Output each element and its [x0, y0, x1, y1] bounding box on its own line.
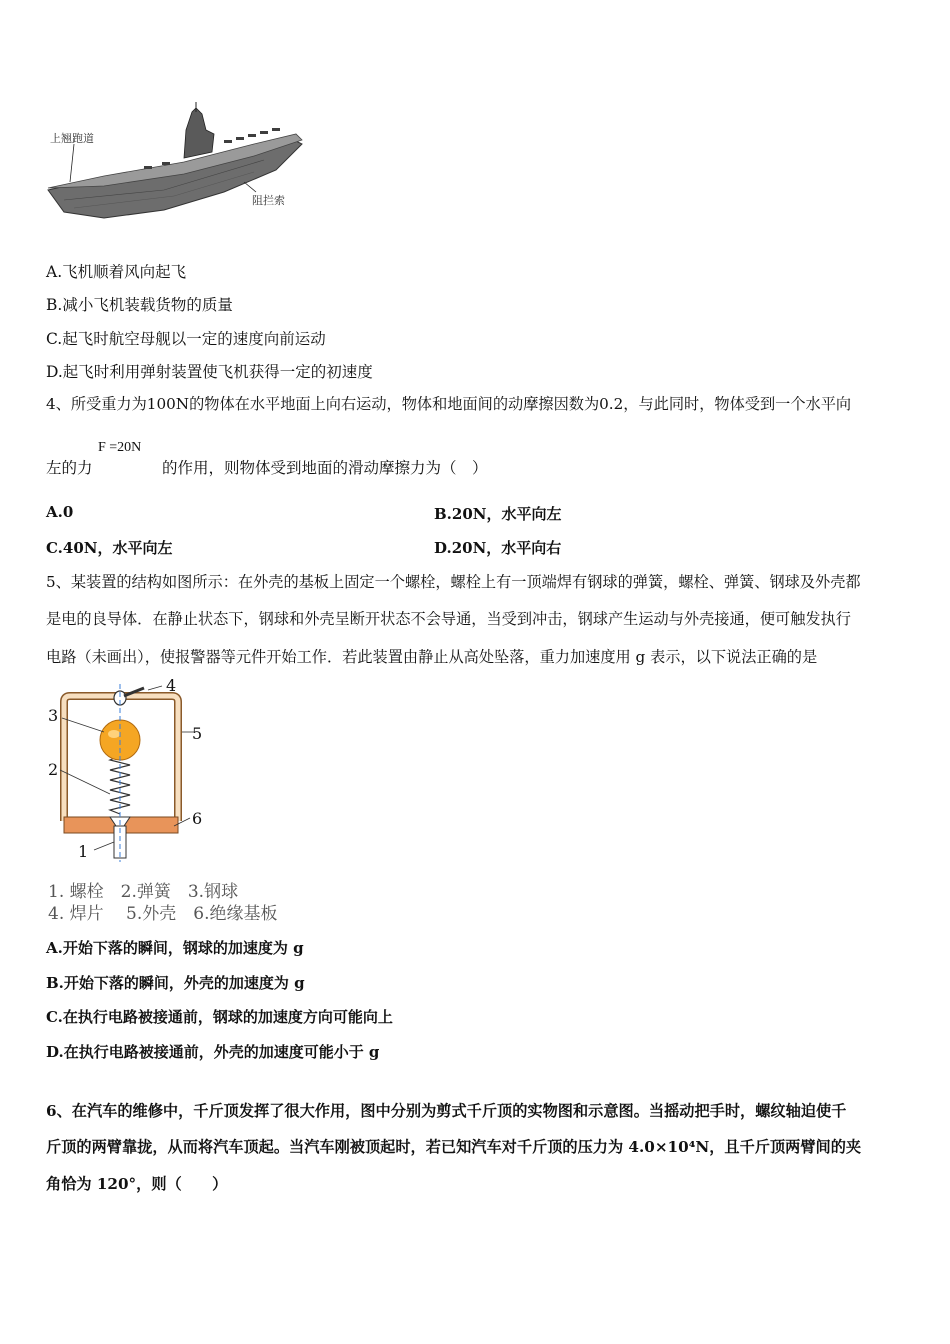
q4-stem-suffix: 的作用，则物体受到地面的滑动摩擦力为（ ）: [162, 459, 488, 477]
q3-option-b: B.减小飞机装载货物的质量: [46, 296, 233, 314]
q5-option-c: C.在执行电路被接通前，钢球的加速度方向可能向上: [46, 1008, 393, 1026]
runway-label: 上翘跑道: [50, 132, 94, 145]
label-num-3: 3: [48, 706, 59, 725]
q4-option-c: C.40N，水平向左: [46, 539, 173, 557]
carrier-illustration: [44, 100, 314, 230]
q5-option-d: D.在执行电路被接通前，外壳的加速度可能小于 g: [46, 1043, 380, 1061]
q5-stem-line2: 是电的良导体．在静止状态下，钢球和外壳呈断开状态不会导通，当受到冲击，钢球产生运动与外壳接通，便可触发执行: [46, 610, 851, 628]
q6-stem-line3: 角恰为 120°，则（ ）: [46, 1175, 228, 1193]
q4-option-b: B.20N，水平向左: [434, 505, 562, 523]
alarm-device-diagram: [44, 676, 294, 866]
q4-option-d: D.20N，水平向右: [434, 539, 562, 557]
q6-stem-line2: 斤顶的两臂靠拢，从而将汽车顶起。当汽车刚被顶起时，若已知汽车对千斤顶的压力为 4.0×10⁴N，且千斤顶两臂间的夹: [46, 1138, 862, 1156]
q5-option-b: B.开始下落的瞬间，外壳的加速度为 g: [46, 974, 305, 992]
q3-option-c: C.起飞时航空母舰以一定的速度向前运动: [46, 330, 326, 348]
q4-stem-line1: 4、所受重力为100N的物体在水平地面上向右运动，物体和地面间的动摩擦因数为0.2，与此同时，物体受到一个水平向: [46, 395, 852, 413]
q4-stem-prefix: 左的力: [46, 459, 93, 477]
q4-option-a: A.0: [46, 503, 74, 521]
alarm-device-svg: [44, 676, 294, 866]
q5-stem-line3: 电路（未画出），使报警器等元件开始工作．若此装置由静止从高处坠落，重力加速度用 g 表示，以下说法正确的是: [46, 648, 818, 666]
label-num-4: 4: [166, 676, 177, 695]
q5-option-a: A.开始下落的瞬间，钢球的加速度为 g: [46, 939, 304, 957]
q3-option-d: D.起飞时利用弹射装置使飞机获得一定的初速度: [46, 363, 373, 381]
carrier-figure: [44, 100, 314, 230]
q5-stem-line1: 5、某装置的结构如图所示：在外壳的基板上固定一个螺栓，螺栓上有一顶端焊有钢球的弹簧，螺栓、弹簧、钢球及外壳都: [46, 573, 861, 591]
q4-formula: F =20N: [98, 440, 142, 455]
label-num-6: 6: [192, 809, 203, 828]
label-num-5: 5: [192, 724, 203, 743]
q3-option-a: A.飞机顺着风向起飞: [46, 263, 187, 281]
arresting-cable-label: 阻拦索: [252, 194, 285, 207]
diagram-caption-line2: 4. 焊片 5.外壳 6.绝缘基板: [48, 904, 278, 924]
label-num-2: 2: [48, 760, 59, 779]
diagram-caption-line1: 1. 螺栓 2.弹簧 3.钢球: [48, 882, 239, 902]
label-num-1: 1: [78, 842, 89, 861]
q6-stem-line1: 6、在汽车的维修中，千斤顶发挥了很大作用，图中分别为剪式千斤顶的实物图和示意图。当摇动把手时，螺纹轴迫使千: [46, 1102, 847, 1120]
